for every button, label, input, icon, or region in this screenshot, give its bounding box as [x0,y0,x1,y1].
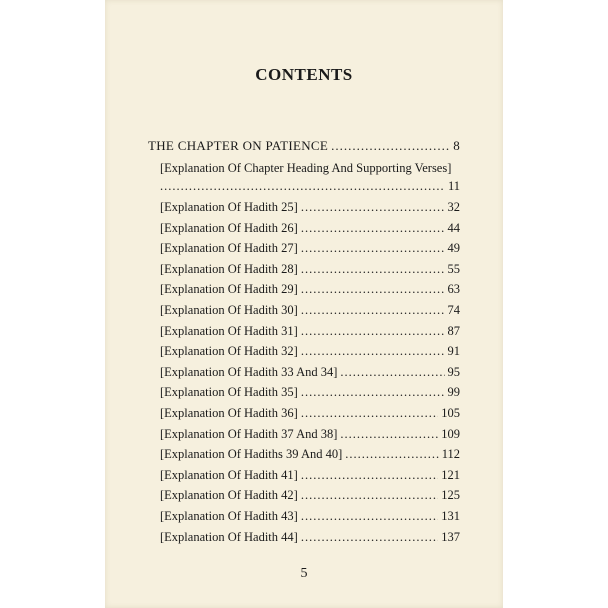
toc-leader-dots [301,220,445,236]
toc-entry-label: [Explanation Of Hadith 26] [160,220,298,235]
toc-entry-label: [Explanation Of Hadith 43] [160,509,298,523]
toc-leader-dots [331,138,450,154]
toc-entry-label: [Explanation Of Hadith 30] [160,303,298,317]
toc-entry-page: 99 [447,385,460,400]
toc-entry-label: [Explanation Of Hadith 33 And 34] [160,364,338,379]
toc-heading-label: [Explanation Of Chapter Heading And Supporting Verses] [160,161,452,175]
toc-leader-dots [160,178,445,194]
toc-entry-page: 112 [441,447,460,462]
toc-chapter-page: 8 [453,138,460,153]
toc-entry-page: 63 [447,282,460,297]
toc-entry-label: [Explanation Of Hadith 32] [160,344,298,359]
toc-entry-page: 125 [441,488,460,503]
toc-leader-dots [301,343,445,359]
toc-entry-page: 95 [447,364,460,379]
toc-entry-row [160,529,460,545]
toc-entry-label: [Explanation Of Hadith 28] [160,261,298,276]
toc-entry-row [160,240,460,256]
toc-leader-dots [301,240,445,256]
toc-leader-dots [301,384,445,400]
toc-entry-page: 32 [447,200,460,214]
toc-entry-row [160,323,460,339]
toc-chapter-row [148,138,460,154]
toc-entry-page: 109 [441,426,460,441]
toc-entry-row [160,364,460,380]
toc-leader-dots [301,508,438,524]
toc-entry-page: 137 [441,529,460,544]
toc-entry-row [160,261,460,277]
toc-entry-page: 105 [441,406,460,420]
toc-leader-dots [301,199,445,215]
toc-entry-row [160,405,460,421]
toc-entry-row [160,487,460,503]
toc-entry-row [160,302,460,318]
toc-entry-row [160,281,460,297]
toc-entry-label: [Explanation Of Hadith 31] [160,323,298,338]
table-of-contents [105,0,503,608]
toc-entry-page: 55 [447,261,460,276]
toc-entry-label: [Explanation Of Hadith 41] [160,467,298,482]
toc-leader-dots [345,446,438,462]
toc-entry-label: [Explanation Of Hadith 25] [160,200,298,214]
toc-entry-page: 44 [447,220,460,235]
toc-leader-dots [301,281,445,297]
toc-leader-dots [301,487,438,503]
toc-leader-dots [301,467,438,483]
toc-entry-label: [Explanation Of Hadith 44] [160,529,298,544]
toc-entry-label: [Explanation Of Hadith 35] [160,385,298,400]
toc-entry-row [160,446,460,462]
toc-entry-page: 91 [447,344,460,359]
toc-leader-dots [301,302,445,318]
toc-entry-row [160,220,460,236]
toc-entry-label: [Explanation Of Hadith 42] [160,488,298,503]
toc-entry-page: 74 [447,303,460,317]
toc-entry-label: [Explanation Of Hadith 36] [160,406,298,420]
toc-entry-label: [Explanation Of Hadith 29] [160,282,298,297]
toc-chapter-label: THE CHAPTER ON PATIENCE [148,138,329,153]
toc-entry-page: 49 [447,241,460,256]
toc-entry-label: [Explanation Of Hadith 37 And 38] [160,426,338,441]
toc-entry-row [160,508,460,524]
toc-entry-row [160,426,460,442]
toc-entry-row [160,384,460,400]
toc-leader-dots [301,323,445,339]
toc-leader-dots [340,426,438,442]
toc-leader-dots [301,405,438,421]
page-title: CONTENTS [255,65,353,84]
toc-entry-row [160,199,460,215]
toc-heading-row [160,178,460,194]
toc-entry-row [160,467,460,483]
toc-heading-page: 11 [447,179,460,193]
toc-leader-dots [301,261,445,277]
toc-entry-label: [Explanation Of Hadiths 39 And 40] [160,447,343,462]
toc-entry-page: 87 [447,323,460,338]
page-number: 5 [300,566,308,581]
book-page [105,0,503,608]
toc-leader-dots [301,529,438,545]
toc-entry-page: 121 [441,467,460,482]
toc-entry-row [160,343,460,359]
toc-entry-label: [Explanation Of Hadith 27] [160,241,298,256]
toc-entry-page: 131 [441,509,460,523]
toc-leader-dots [340,364,444,380]
